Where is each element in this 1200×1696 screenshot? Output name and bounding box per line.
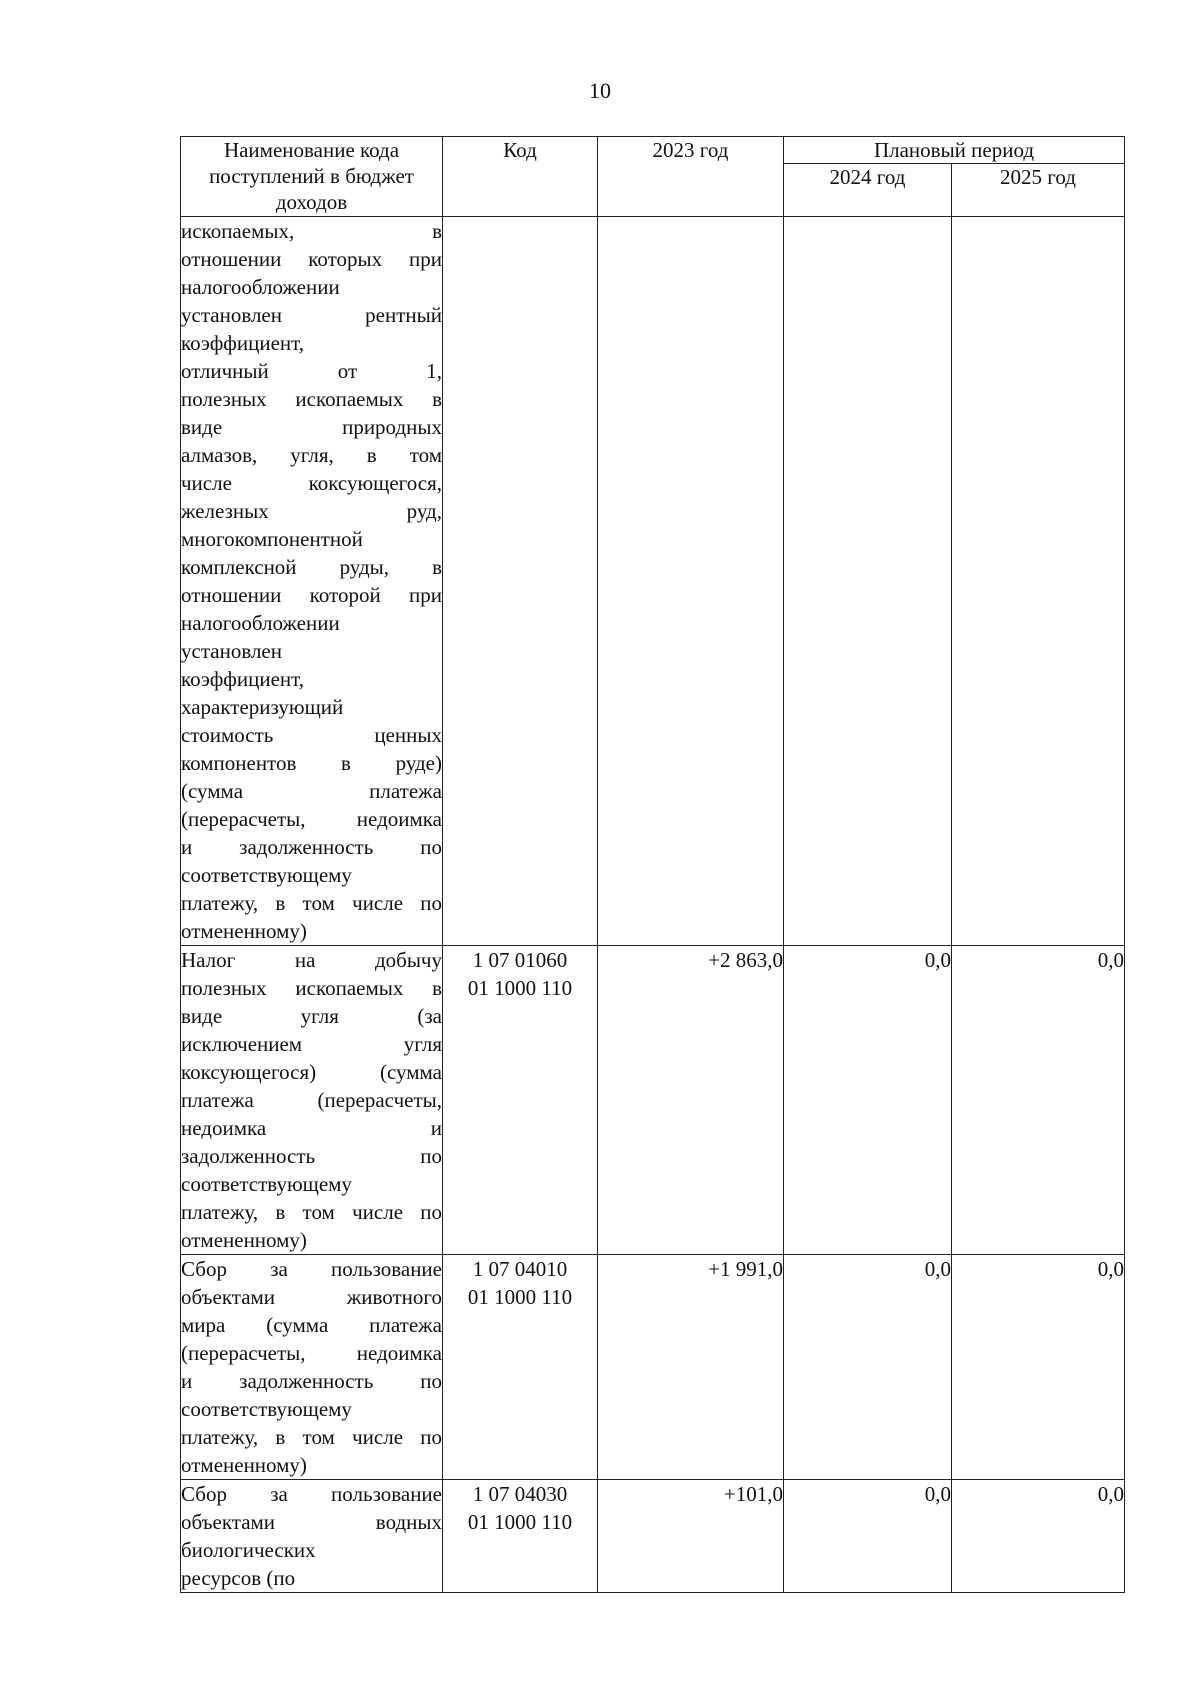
revenue-name-line: и задолженность по	[181, 1369, 442, 1393]
revenue-name-line: ископаемых, в	[181, 219, 442, 243]
revenue-name-line: исключением угля	[181, 1032, 442, 1056]
revenue-name-line: коэффициент,	[181, 667, 304, 691]
header-2024: 2024 год	[784, 164, 952, 217]
revenue-name-line: (перерасчеты, недоимка	[181, 807, 442, 831]
value-cell-2023	[598, 217, 784, 946]
revenue-name-line: алмазов, угля, в том	[181, 443, 442, 467]
revenue-name-line: коэффициент,	[181, 331, 304, 355]
revenue-name-line: отличный от 1,	[181, 359, 442, 383]
revenue-name-line: отмененному)	[181, 919, 307, 943]
value-cell-2023: +2 863,0	[598, 946, 784, 1255]
table-row	[181, 946, 1125, 1255]
revenue-name-line: (перерасчеты, недоимка	[181, 1341, 442, 1365]
revenue-name-line: объектами водных	[181, 1510, 442, 1534]
revenue-name-cell	[181, 1255, 443, 1480]
header-2023: 2023 год	[598, 137, 784, 217]
revenue-name-line: отношении которых при	[181, 247, 442, 271]
revenue-name-line: компонентов в руде)	[181, 751, 442, 775]
revenue-name-line: Налог на добычу	[181, 948, 442, 972]
revenue-name-line: и задолженность по	[181, 835, 442, 859]
header-planned-period: Плановый период	[784, 137, 1125, 164]
revenue-name-line: соответствующему	[181, 1397, 352, 1421]
value-cell-2025	[952, 217, 1125, 946]
revenue-name-line: полезных ископаемых в	[181, 387, 442, 411]
value-cell-2024	[784, 217, 952, 946]
revenue-name-line: Сбор за пользование	[181, 1257, 442, 1281]
revenue-code-cell	[443, 217, 598, 946]
revenue-name-line: Сбор за пользование	[181, 1482, 442, 1506]
revenue-name-line: коксующегося) (сумма	[181, 1060, 442, 1084]
header-name: Наименование кода поступлений в бюджет доходов	[181, 137, 443, 217]
revenue-name-line: задолженность по	[181, 1144, 442, 1168]
table-row	[181, 1480, 1125, 1593]
value-cell-2025: 0,0	[952, 946, 1125, 1255]
value-cell-2024: 0,0	[784, 1255, 952, 1480]
table-row	[181, 1255, 1125, 1480]
revenue-name-line: отмененному)	[181, 1453, 307, 1477]
revenue-name-line: характеризующий	[181, 695, 344, 719]
revenue-name-line: стоимость ценных	[181, 723, 442, 747]
revenue-name-line: установлен рентный	[181, 303, 442, 327]
budget-revenue-table	[180, 136, 1125, 1593]
revenue-name-cell	[181, 946, 443, 1255]
revenue-name-line: многокомпонентной	[181, 527, 363, 551]
revenue-name-line: объектами животного	[181, 1285, 442, 1309]
header-2025: 2025 год	[952, 164, 1125, 217]
header-code: Код	[443, 137, 598, 217]
revenue-code-cell: 1 07 04010 01 1000 110	[443, 1255, 598, 1480]
revenue-name-line: (сумма платежа	[181, 779, 442, 803]
revenue-name-line: платежу, в том числе по	[181, 1425, 442, 1449]
revenue-name-line: налогообложении	[181, 611, 340, 635]
revenue-name-line: соответствующему	[181, 1172, 352, 1196]
revenue-name-line: полезных ископаемых в	[181, 976, 442, 1000]
revenue-name-line: платежа (перерасчеты,	[181, 1088, 442, 1112]
value-cell-2024: 0,0	[784, 946, 952, 1255]
revenue-name-cell	[181, 217, 443, 946]
revenue-name-line: мира (сумма платежа	[181, 1313, 442, 1337]
revenue-code-cell: 1 07 01060 01 1000 110	[443, 946, 598, 1255]
revenue-name-line: ресурсов (по	[181, 1566, 296, 1590]
revenue-name-line: железных руд,	[181, 499, 442, 523]
revenue-name-line: установлен	[181, 639, 282, 663]
revenue-name-line: недоимка и	[181, 1116, 442, 1140]
revenue-code-cell: 1 07 04030 01 1000 110	[443, 1480, 598, 1593]
revenue-name-cell	[181, 1480, 443, 1593]
value-cell-2025: 0,0	[952, 1480, 1125, 1593]
revenue-name-line: комплексной руды, в	[181, 555, 442, 579]
revenue-name-line: налогообложении	[181, 275, 340, 299]
value-cell-2023: +101,0	[598, 1480, 784, 1593]
value-cell-2023: +1 991,0	[598, 1255, 784, 1480]
revenue-name-line: отношении которой при	[181, 583, 442, 607]
revenue-name-line: виде природных	[181, 415, 442, 439]
revenue-name-line: отмененному)	[181, 1228, 307, 1252]
revenue-name-line: платежу, в том числе по	[181, 891, 442, 915]
revenue-name-line: платежу, в том числе по	[181, 1200, 442, 1224]
value-cell-2025: 0,0	[952, 1255, 1125, 1480]
table-row	[181, 217, 1125, 946]
page-number: 10	[589, 78, 611, 103]
revenue-name-line: биологических	[181, 1538, 316, 1562]
value-cell-2024: 0,0	[784, 1480, 952, 1593]
revenue-name-line: соответствующему	[181, 863, 352, 887]
revenue-name-line: виде угля (за	[181, 1004, 442, 1028]
revenue-name-line: числе коксующегося,	[181, 471, 442, 495]
